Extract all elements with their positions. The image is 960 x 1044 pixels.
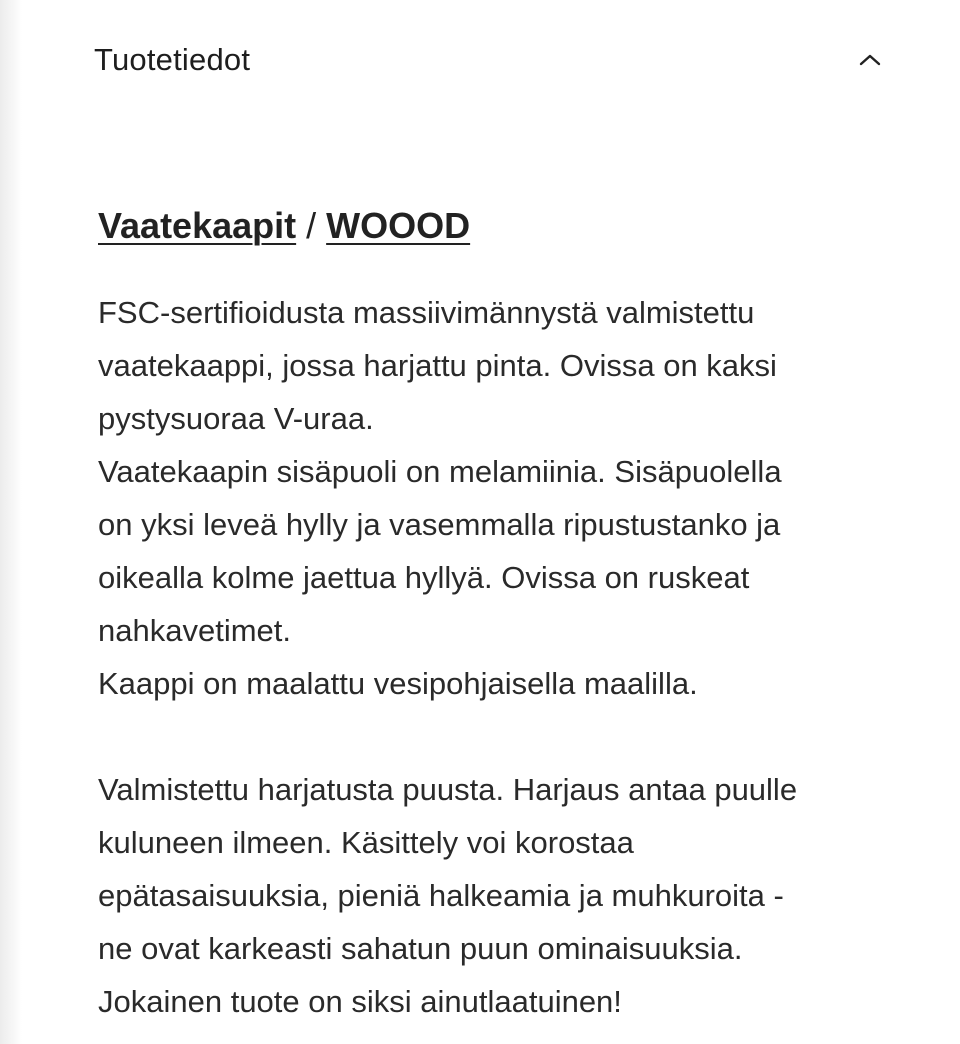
description-line: ne ovat karkeasti sahatun puun ominaisuuksia. [98,931,743,966]
description-line: FSC-sertifioidusta massiivimännystä valmistettu [98,295,755,330]
description-line: oikealla kolme jaettua hyllyä. Ovissa on ruskeat [98,560,750,595]
description-line: Valmistettu harjatusta puusta. Harjaus antaa puulle [98,772,798,807]
breadcrumb [98,205,470,247]
chevron-up-icon[interactable] [850,40,890,80]
description-line: nahkavetimet. [98,613,291,648]
description-line: kuluneen ilmeen. Käsittely voi korostaa [98,825,634,860]
accordion-header-product-info[interactable] [94,32,894,88]
description-line: Vaatekaapin sisäpuoli on melamiinia. Sisäpuolella [98,454,782,489]
description-line: on yksi leveä hylly ja vasemmalla ripustustanko ja [98,507,781,542]
description-line: vaatekaappi, jossa harjattu pinta. Ovissa on kaksi [98,348,777,383]
breadcrumb-separator: / [306,205,317,246]
product-description [98,286,898,1028]
breadcrumb-category-link[interactable]: Vaatekaapit [98,205,297,246]
description-line: epätasaisuuksia, pieniä halkeamia ja muhkuroita - [98,878,784,913]
description-line: Kaappi on maalattu vesipohjaisella maalilla. [98,666,698,701]
panel-edge-shadow [0,0,22,1044]
paragraph-spacer [98,710,898,763]
breadcrumb-brand-link[interactable]: WOOOD [326,205,471,246]
description-line: pystysuoraa V-uraa. [98,401,374,436]
description-line: Jokainen tuote on siksi ainutlaatuinen! [98,984,622,1019]
accordion-title: Tuotetiedot [94,42,251,77]
